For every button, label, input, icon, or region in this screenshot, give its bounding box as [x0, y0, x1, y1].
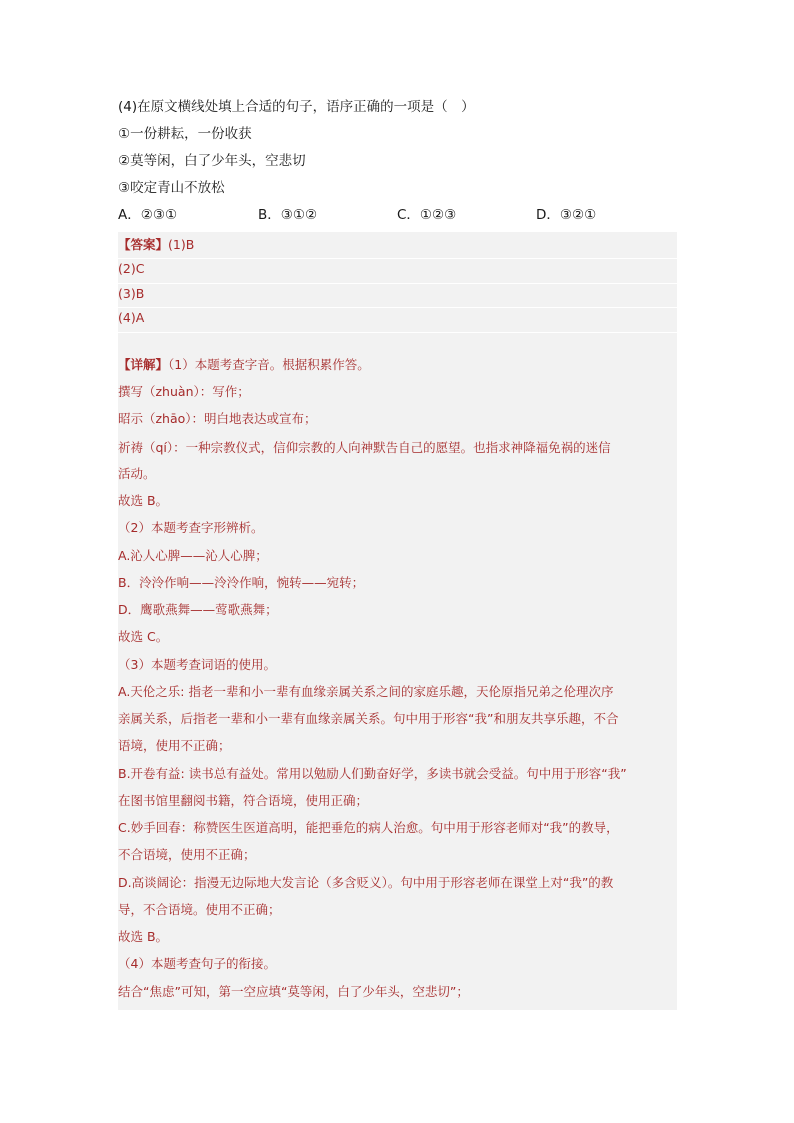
detail-line: 故选 C。: [118, 629, 169, 644]
row-divider: [118, 332, 677, 333]
detail-line: 活动。: [118, 466, 156, 481]
question-stem: (4)在原文横线处填上合适的句子，语序正确的一项是（ ）: [118, 99, 475, 115]
detail-line: D.高谈阔论：指漫无边际地大发言论（多含贬义）。句中用于形容老师在课堂上对“我”的教: [118, 875, 614, 890]
answer-line-1: [118, 232, 678, 258]
detail-line: A.沁人心脾——沁人心脾；: [118, 548, 268, 563]
detail-label: 【详解】: [118, 357, 169, 372]
detail-line: D．鹰歌燕舞——莺歌燕舞；: [118, 602, 278, 617]
detail-line: B．泠泠作响——泠泠作响，惋转——宛转；: [118, 575, 365, 590]
answer-line-3: (3)B: [118, 286, 145, 301]
detail-line-0: [118, 352, 678, 378]
answer-line-2: (2)C: [118, 261, 145, 276]
detail-line: （2）本题考查字形辨析。: [118, 520, 264, 535]
detail-line: 故选 B。: [118, 493, 169, 508]
detail-line: 亲属关系，后指老一辈和小一辈有血缘亲属关系。句中用于形容“我”和朋友共享乐趣，不合: [118, 711, 619, 726]
detail-line: 祈祷（qí）：一种宗教仪式，信仰宗教的人向神默告自己的愿望。也指求神降福免祸的迷信: [118, 440, 611, 455]
answer-line-4: (4)A: [118, 310, 145, 325]
answer-label: 【答案】: [118, 237, 169, 252]
question-item-2: ②莫等闲，白了少年头，空悲切: [118, 153, 306, 169]
detail-line: 结合“焦虑”可知，第一空应填“莫等闲，白了少年头，空悲切”；: [118, 984, 469, 999]
detail-line: B.开卷有益: 读书总有益处。常用以勉励人们勤奋好学，多读书就会受益。句中用于形容“我”: [118, 766, 627, 781]
detail-line: C.妙手回春：称赞医生医道高明，能把垂危的病人治愈。句中用于形容老师对“我”的教导，: [118, 820, 619, 835]
detail-line: 撰写（zhuàn）：写作；: [118, 384, 250, 399]
detail-line: 昭示（zhāo）：明白地表达或宣布；: [118, 411, 317, 426]
detail-first: （1）本题考查字音。根据积累作答。: [168, 357, 370, 372]
question-item-3: ③咬定青山不放松: [118, 180, 225, 196]
detail-line: 语境，使用不正确；: [118, 738, 231, 753]
detail-line: A.天伦之乐: 指老一辈和小一辈有血缘亲属关系之间的家庭乐趣，天伦原指兄弟之伦理次序: [118, 684, 614, 699]
option-b: B．③①②: [258, 207, 318, 223]
answer-value: (1)B: [168, 237, 195, 252]
option-a: A．②③①: [118, 207, 178, 223]
detail-line: （3）本题考查词语的使用。: [118, 657, 276, 672]
option-d: D．③②①: [536, 207, 597, 223]
detail-line: 不合语境，使用不正确；: [118, 847, 256, 862]
detail-line: （4）本题考查句子的衔接。: [118, 956, 276, 971]
detail-line: 导，不合语境。使用不正确；: [118, 902, 281, 917]
detail-line: 在图书馆里翻阅书籍，符合语境，使用正确；: [118, 793, 369, 808]
option-c: C．①②③: [397, 207, 457, 223]
question-item-1: ①一份耕耘，一份收获: [118, 126, 252, 142]
detail-line: 故选 B。: [118, 929, 169, 944]
options-row: [118, 202, 678, 228]
